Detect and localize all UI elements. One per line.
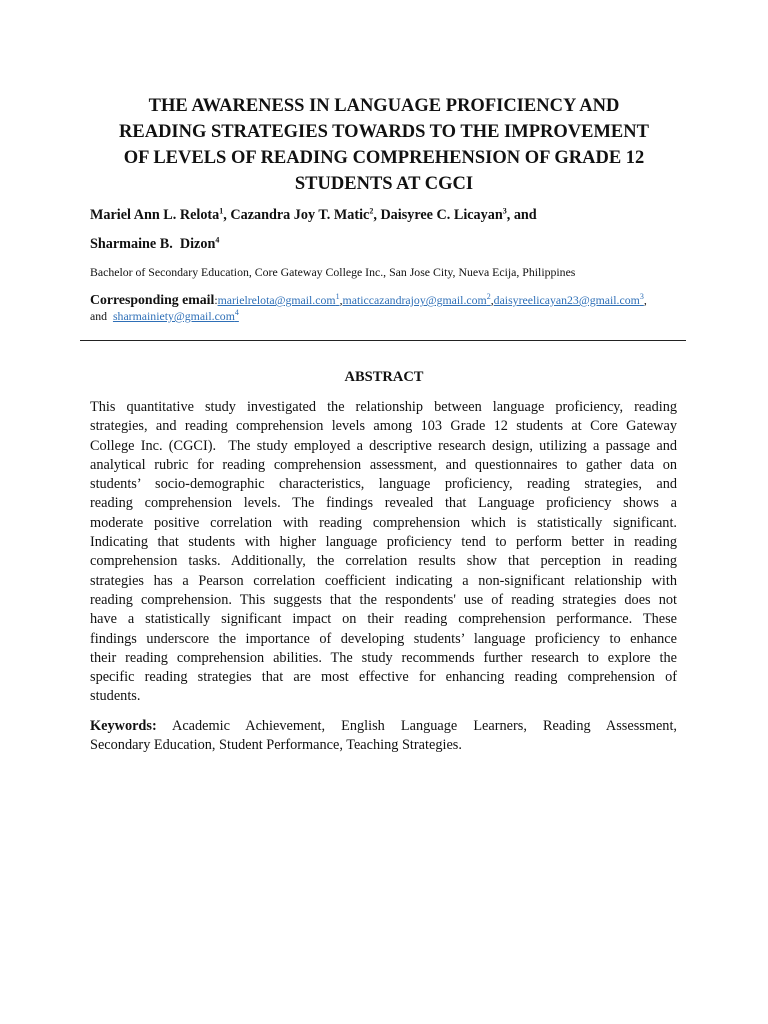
email-mark: 2 bbox=[486, 292, 491, 302]
keywords-line: Secondary Education, Student Performance, Teaching Strategies. bbox=[90, 737, 462, 754]
abstract-body bbox=[90, 398, 677, 707]
abstract-line: strategies, and reading comprehension levels among 103 Grade 12 students at Core Gateway bbox=[90, 418, 677, 435]
email-text: daisyreelicayan23@gmail.com bbox=[493, 293, 640, 307]
corresponding-email bbox=[90, 292, 690, 324]
abstract-line: findings underscore the importance of developing students’ language proficiency to enhance bbox=[90, 630, 677, 647]
abstract-line: students. bbox=[90, 688, 141, 705]
email-text: sharmainiety@gmail.com bbox=[112, 309, 235, 323]
author-separator: , bbox=[223, 207, 231, 223]
keywords-text: Academic Achievement, English Language Learners, Reading Assessment, bbox=[156, 718, 677, 734]
author-separator: , bbox=[373, 207, 381, 223]
paper-title bbox=[80, 93, 688, 197]
keywords-line bbox=[90, 717, 677, 736]
author-affiliation-mark: 3 bbox=[502, 206, 507, 216]
abstract-line: This quantitative study investigated the relationship between language proficiency, reading bbox=[90, 399, 677, 415]
email-separator: , bbox=[643, 293, 647, 307]
abstract-line: College Inc. (CGCI). The study employed a descriptive research design, utilizing a passage and bbox=[90, 437, 677, 454]
author-name: Cazandra Joy T. Matic bbox=[230, 207, 370, 223]
affiliation: Bachelor of Secondary Education, Core Gateway College Inc., San Jose City, Nueva Ecija, Philippines bbox=[90, 265, 576, 279]
keywords-section bbox=[90, 717, 677, 756]
email-line-2 bbox=[90, 308, 690, 324]
author-affiliation-mark: 2 bbox=[369, 206, 374, 216]
email-link-2[interactable] bbox=[343, 293, 491, 307]
abstract-line: have a statistically significant impact on their reading comprehension performance. These bbox=[90, 611, 677, 628]
abstract-heading: ABSTRACT bbox=[344, 369, 424, 385]
horizontal-divider bbox=[80, 340, 686, 341]
abstract-line: specific reading strategies that are most effective for enhancing reading comprehension of bbox=[90, 669, 677, 686]
email-link-1[interactable] bbox=[218, 293, 340, 307]
abstract-line: strategies has a Pearson correlation coefficient indicating a non-significant relationship with bbox=[90, 572, 677, 589]
email-text: marielrelota@gmail.com bbox=[217, 293, 336, 307]
corresponding-email-label: Corresponding email bbox=[90, 292, 215, 307]
abstract-line: moderate positive correlation with reading comprehension which is statistically significant. bbox=[90, 514, 677, 531]
email-mark: 3 bbox=[639, 292, 644, 302]
colon: : bbox=[214, 293, 218, 307]
title-line: OF LEVELS OF READING COMPREHENSION OF GRADE 12 bbox=[123, 148, 645, 168]
author-name: Mariel Ann L. Relota bbox=[90, 207, 220, 223]
title-line: READING STRATEGIES TOWARDS TO THE IMPROVEMENT bbox=[119, 122, 649, 142]
author-name: Daisyree C. Licayan bbox=[380, 207, 503, 223]
email-text: maticcazandrajoy@gmail.com bbox=[342, 293, 487, 307]
keywords-label: Keywords: bbox=[90, 718, 157, 734]
email-link-3[interactable] bbox=[494, 293, 644, 307]
abstract-line: Indicating that students with higher language proficiency tend to perform better in reading bbox=[90, 534, 677, 551]
email-mark: 1 bbox=[335, 292, 340, 302]
title-line: STUDENTS AT CGCI bbox=[294, 174, 474, 194]
author-separator: , and bbox=[506, 207, 537, 223]
abstract-line: their reading comprehension abilities. The study recommends further research to explore the bbox=[90, 649, 677, 666]
abstract-line: students’ socio-demographic characteristics, language proficiency, reading strategies, and bbox=[90, 476, 677, 493]
email-mark: 4 bbox=[234, 308, 239, 318]
author-list-continued bbox=[90, 235, 690, 253]
email-link-4[interactable] bbox=[113, 309, 239, 323]
abstract-line: analytical rubric for reading comprehension assessment, and questionnaires to gather data on bbox=[90, 456, 677, 473]
email-separator: , bbox=[490, 293, 494, 307]
and-text: and bbox=[90, 309, 108, 323]
author-affiliation-mark: 1 bbox=[219, 206, 224, 216]
email-separator: , bbox=[339, 293, 343, 307]
author-list bbox=[90, 206, 690, 224]
author-affiliation-mark: 4 bbox=[215, 235, 220, 245]
abstract-line: comprehension tasks. Additionally, the correlation results show that perception in reading bbox=[90, 553, 677, 570]
abstract-line: reading comprehension levels. The findings revealed that Language proficiency shows a bbox=[90, 495, 677, 512]
title-line: THE AWARENESS IN LANGUAGE PROFICIENCY AND bbox=[148, 96, 620, 116]
abstract-line: reading comprehension. This suggests that the respondents' use of reading strategies does not bbox=[90, 591, 677, 608]
author-name: Sharmaine B. Dizon bbox=[90, 236, 216, 252]
